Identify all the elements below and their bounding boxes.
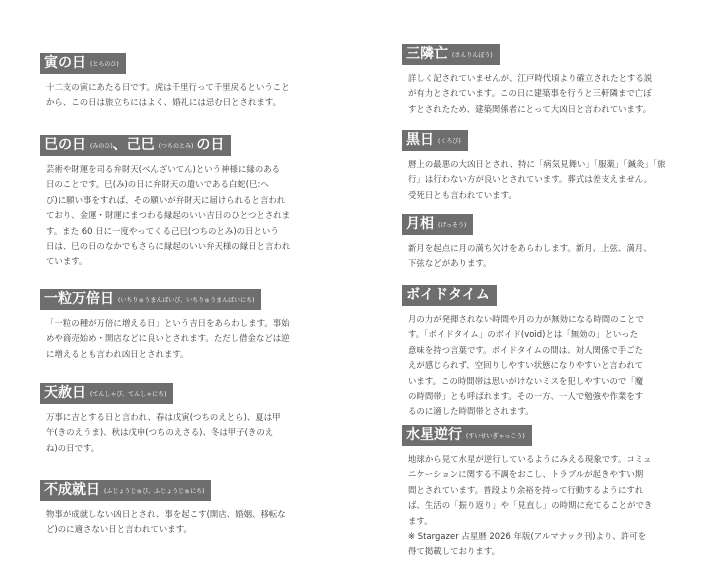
- entry-sanrinbo: [402, 43, 704, 117]
- term-label: 巳の日: [44, 137, 86, 153]
- term-reading: (いちりゅうまんばいび、いちりゅうまんばいにち): [118, 297, 255, 304]
- entry-tora: [40, 52, 342, 111]
- term-heading: [402, 44, 500, 65]
- term-label: 三隣亡: [406, 46, 448, 62]
- entry-void: [402, 284, 704, 420]
- term-label: 黒日: [406, 132, 434, 148]
- term-reading: (とらのひ): [90, 61, 119, 68]
- term-reading: (みのひ): [90, 143, 113, 150]
- term-reading: (ふじょうじゅび、ふじょうじゅにち): [104, 488, 205, 495]
- term-description: 暦上の最悪の大凶日とされ、特に「病気見舞い」「服薬」「鍼灸」「旅 行」は行わない方が良いとされています。葬式は差支えません。 受死日とも言われています。: [408, 159, 666, 200]
- term-reading: (てんしゃび、てんしゃにち): [90, 391, 167, 398]
- entry-kokubi: [402, 129, 704, 203]
- term-label: 不成就日: [44, 482, 100, 498]
- term-label-suffix: の日: [196, 137, 225, 153]
- term-description: 新月を起点に月の満ち欠けをあらわします。新月、上弦、満月、 下弦などがあります。: [408, 243, 652, 269]
- term-label: 寅の日: [44, 55, 86, 71]
- term-description: 地球から見て水星が逆行しているようにみえる現象です。コミュ ニケーションに関する不調をおこし、トラブルが起きやすい期 間とされています。普段より余裕を持って行動するようにすれ ば、生活の「振り返り」や「見直し」の時期に充てることができ ます。 ※ Stargazer 占星暦 2026 年版(アルマナック刊)より、許可を 得て掲載しております。: [408, 454, 653, 557]
- term-label: ボイドタイム: [406, 287, 490, 303]
- term-heading: [402, 130, 468, 151]
- term-heading: [402, 214, 473, 235]
- term-heading: [402, 285, 497, 306]
- term-description: 芸術や財運を司る弁財天(べんざいてん)という神様に縁のある 日のことです。巳(み)の日に弁財天の遣いである白蛇(巳:へ び)に願い事をすれば、その願いが弁財天に届けられると言われ ており、金運・財運にまつわる縁起のいい吉日のひとつとされま す。また 60 日に一度やってくる己巳(つちのとみ)の日という 日は、巳の日のなかでもさらに縁起のいい弁天様の縁日と言われ ています。: [46, 164, 291, 267]
- term-heading: [40, 135, 231, 156]
- term-reading: (さんりんぼう): [452, 52, 493, 59]
- term-label: 天赦日: [44, 385, 86, 401]
- term-reading: (げっそう): [438, 222, 467, 229]
- entry-gesso: [402, 213, 704, 272]
- term-label-secondary: 己巳: [126, 137, 155, 153]
- term-description: 物事が成就しない凶日とされ、事を起こす(開店、婚姻、移転な ど)のに適さない日と言われています。: [46, 509, 286, 535]
- entry-fujoju: [40, 479, 342, 538]
- term-separator: 、: [112, 137, 127, 153]
- term-heading: [402, 425, 532, 446]
- term-description: 月の力が発揮されない時間や月の力が無効になる時間のことで す。「ボイドタイム」のボイド(void)とは「無効の」といった 意味を持つ言葉です。ボイドタイムの間は、対人関係で手ごた えが感じられず、空回りしやすい状態になりやすいと言われて います。この時間帯は思いがけないミスを犯しやすいので「魔 の時間帯」とも呼ばれます。その一方、一人で勉強や作業をす るのに適した時間帯とされます。: [408, 314, 644, 417]
- term-description: 十二支の寅にあたる日です。虎は千里行って千里戻るということ から、この日は旅立ちにはよく、婚礼には忌む日とされます。: [46, 82, 290, 108]
- term-reading: (すいせいぎゃっこう): [466, 433, 525, 440]
- entry-suisei: [402, 424, 704, 560]
- term-description: 詳しく記されていませんが、江戸時代頃より確立されたとする説 が有力とされています。この日に建築事を行うと三軒隣まで亡ぼ すとされたため、建築関係者にとって大凶日と言われています。: [408, 73, 653, 114]
- term-reading-secondary: (つちのとみ): [158, 143, 194, 150]
- term-label: 水星逆行: [406, 427, 462, 443]
- term-description: 「一粒の種が万倍に増える日」という吉日をあらわします。事始 めや商売始め・開店などに良いとされます。ただし借金などは逆 に増えるとも言われ凶日とされます。: [46, 318, 290, 359]
- term-label: 月相: [406, 216, 434, 232]
- entry-tensha: [40, 382, 342, 456]
- term-heading: [40, 53, 126, 74]
- term-description: 万事に吉とする日と言われ、春は戊寅(つちのえとら)、夏は甲 午(きのえうま)、秋は戊申(つちのえさる)、冬は甲子(きのえ ね)の日です。: [46, 412, 281, 453]
- entry-ichiryu: [40, 288, 342, 362]
- term-label: 一粒万倍日: [44, 291, 114, 307]
- entry-mi: [40, 134, 342, 270]
- term-heading: [40, 289, 261, 310]
- term-heading: [40, 383, 173, 404]
- term-reading: (くろび): [438, 138, 461, 145]
- term-heading: [40, 480, 211, 501]
